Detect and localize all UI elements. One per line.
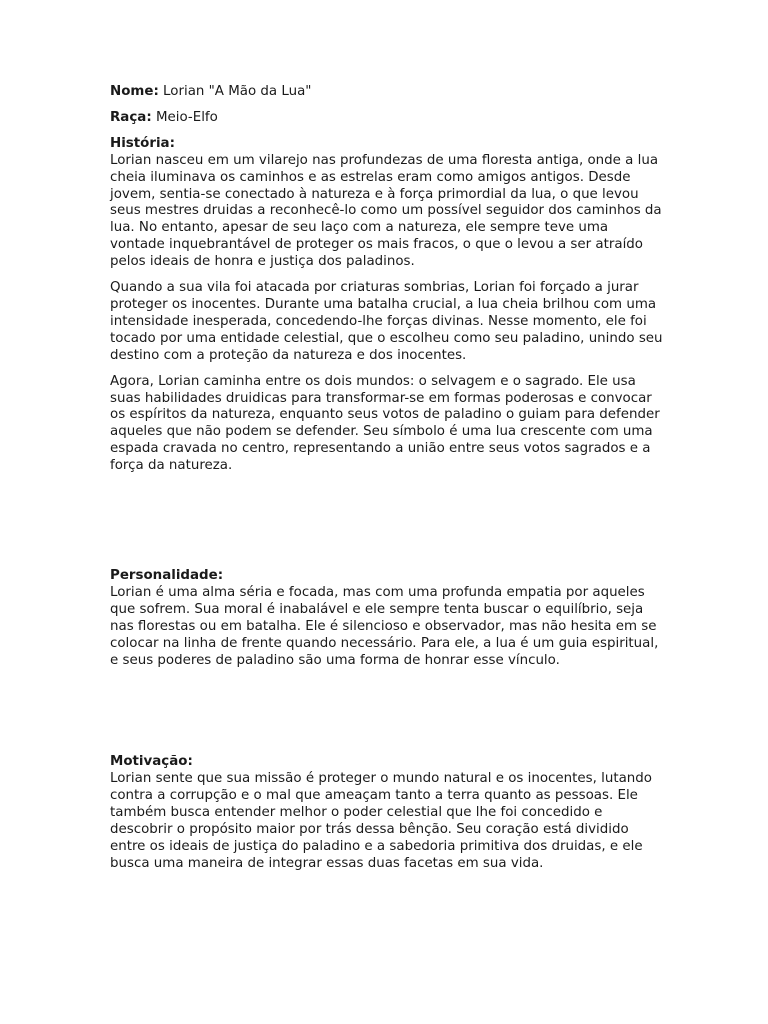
personality-paragraph: Lorian é uma alma séria e focada, mas com uma profunda empatia por aqueles que sofrem. Sua moral é inabalável e ele sempre tenta buscar o equilíbrio, seja nas florestas ou em batalha. Ele é silencioso e observador, mas não hesita em se colocar na linha de frente quando necessário. Para ele, a lua é um guia espiritual, e seus poderes de paladino são uma forma de honrar esse vínculo. bbox=[110, 584, 659, 668]
history-paragraph: Lorian nasceu em um vilarejo nas profundezas de uma floresta antiga, onde a lua cheia iluminava os caminhos e as estrelas eram como amigos antigos. Desde jovem, sentia-se conectado à natureza e à força primordial da lua, o que levou seus mestres druidas a reconhecê-lo como um possível seguidor dos caminhos da lua. No entanto, apesar de seu laço com a natureza, ele sempre teve uma vontade inquebrantável de proteger os mais fracos, o que o levou a ser atraído pelos ideais de honra e justiça dos paladinos. bbox=[110, 152, 662, 270]
race-label: Raça: bbox=[110, 109, 152, 125]
personality-heading: Personalidade: bbox=[110, 568, 224, 584]
name-field bbox=[110, 84, 666, 101]
race-value: Meio-Elfo bbox=[151, 109, 218, 125]
race-field bbox=[110, 110, 666, 127]
name-label: Nome: bbox=[110, 84, 159, 99]
history-paragraph: Agora, Lorian caminha entre os dois mundos: o selvagem e o sagrado. Ele usa suas habilidades druidicas para transformar-se em formas poderosas e convocar os espíritos da natureza, enquanto seus votos de paladino o guiam para defender aqueles que não podem se defender. Seu símbolo é uma lua crescente com uma espada cravada no centro, representando a união entre seus votos sagrados e a força da natureza. bbox=[110, 373, 660, 474]
blank-space bbox=[110, 678, 666, 754]
history-section bbox=[110, 136, 666, 475]
personality-section bbox=[110, 568, 666, 669]
motivation-heading: Motivação: bbox=[110, 754, 193, 770]
document-page bbox=[110, 84, 666, 882]
history-paragraph: Quando a sua vila foi atacada por criaturas sombrias, Lorian foi forçado a jurar proteger os inocentes. Durante uma batalha crucial, a lua cheia brilhou com uma intensidade inesperada, concedendo-lhe forças divinas. Nesse momento, ele foi tocado por uma entidade celestial, que o escolheu como seu paladino, unindo seu destino com a proteção da natureza e dos inocentes. bbox=[110, 280, 663, 363]
name-value: Lorian "A Mão da Lua" bbox=[158, 84, 312, 99]
blank-space bbox=[110, 484, 666, 568]
motivation-paragraph: Lorian sente que sua missão é proteger o mundo natural e os inocentes, lutando contra a corrupção e o mal que ameaçam tanto a terra quanto as pessoas. Ele também busca entender melhor o poder celestial que lhe foi concedido e descobrir o propósito maior por trás dessa bênção. Seu coração está dividido entre os ideais de justiça do paladino e a sabedoria primitiva dos druidas, e ele busca uma maneira de integrar essas duas facetas em sua vida. bbox=[110, 771, 652, 871]
history-heading: História: bbox=[110, 135, 175, 151]
motivation-section bbox=[110, 754, 666, 872]
